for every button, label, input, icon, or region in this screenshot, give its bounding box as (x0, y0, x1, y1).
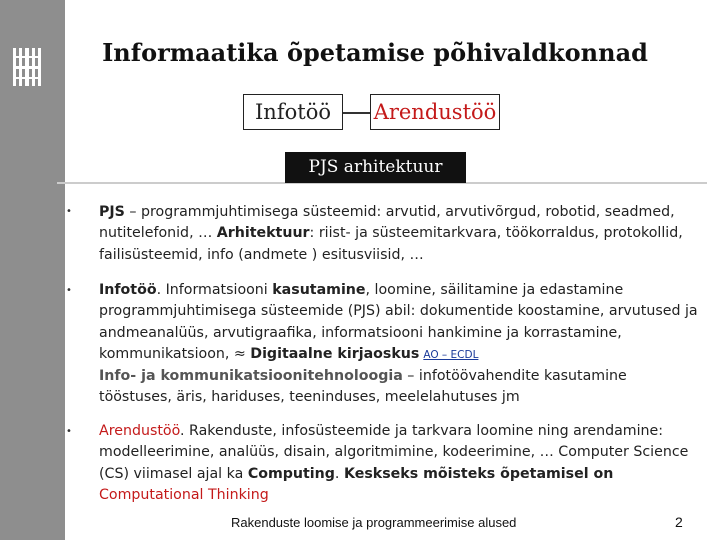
ikt-definition: – infotöövahendite kasutamine tööstuses, äris, hariduses, teeninduses, meelelahutuses jm (99, 368, 627, 406)
term-digitaalne-kirjaoskus: Digitaalne kirjaoskus (250, 345, 420, 362)
infotoo-definition: , loomine, säilitamine ja edastamine programmjuhtimisega süsteemide (PJS) abil: dokumentide koostamine, arvutused ja andmeanalüüs, arvutigraafika, informatsiooni hankimine ja korrastamine, kommunikatsioon, ≈ (99, 282, 698, 362)
sidebar-band (0, 0, 65, 540)
pjs-architecture-box: PJS arhitektuur (285, 152, 466, 183)
footer-course-title: Rakenduste loomise ja programmeerimise alused (231, 515, 517, 530)
box-connector (343, 112, 370, 114)
arhitektuur-definition: : riist- ja süsteemitarkvara, töökorraldus, protokollid, failisüsteemid, info (andmete ) esitusviisid, … (99, 225, 683, 263)
pjs-definition: – programmjuhtimisega süsteemid: arvutid, arvutivõrgud, robotid, seadmed, nutitelefonid, … (99, 204, 675, 242)
bullet-marker-2: • (66, 285, 72, 296)
bullet-marker-1: • (66, 206, 72, 217)
term-computing: Computing (247, 465, 335, 482)
term-ikt: Info- ja kommunikatsioonitehnoloogia (99, 368, 403, 385)
bullet-infotoo-text (99, 280, 699, 409)
arendustoo-definition: . Rakenduste, infosüsteemide ja tarkvara loomine ning arendamine: modelleerimine, analüüs, disain, algoritmimine, kodeerimine, … Computer Science (CS) viimasel ajal ka (99, 423, 689, 482)
term-arendustoo: Arendustöö (99, 423, 181, 439)
bullet-pjs-text (99, 202, 699, 266)
bullet-marker-3: • (66, 426, 72, 437)
page-number: 2 (675, 514, 683, 530)
university-logo-icon (13, 48, 41, 86)
bullet-arendustoo-text (99, 421, 699, 506)
central-concept-text: Keskseks mõisteks õpetamisel on (343, 465, 614, 482)
term-computational-thinking: Computational Thinking (99, 486, 269, 503)
term-infotoo: Infotöö (99, 282, 157, 298)
term-kasutamine: kasutamine (272, 282, 366, 298)
term-arhitektuur: Arhitektuur (216, 225, 310, 242)
term-pjs: PJS (99, 204, 125, 220)
slide-title: Informaatika õpetamise põhivaldkonnad (102, 38, 648, 67)
infotoo-intro: . Informatsiooni (156, 282, 273, 298)
separator-text: . (334, 465, 344, 482)
infotoo-box: Infotöö (243, 94, 343, 130)
arendustoo-box: Arendustöö (370, 94, 500, 130)
ao-ecdl-link[interactable]: AO – ECDL (423, 348, 479, 361)
